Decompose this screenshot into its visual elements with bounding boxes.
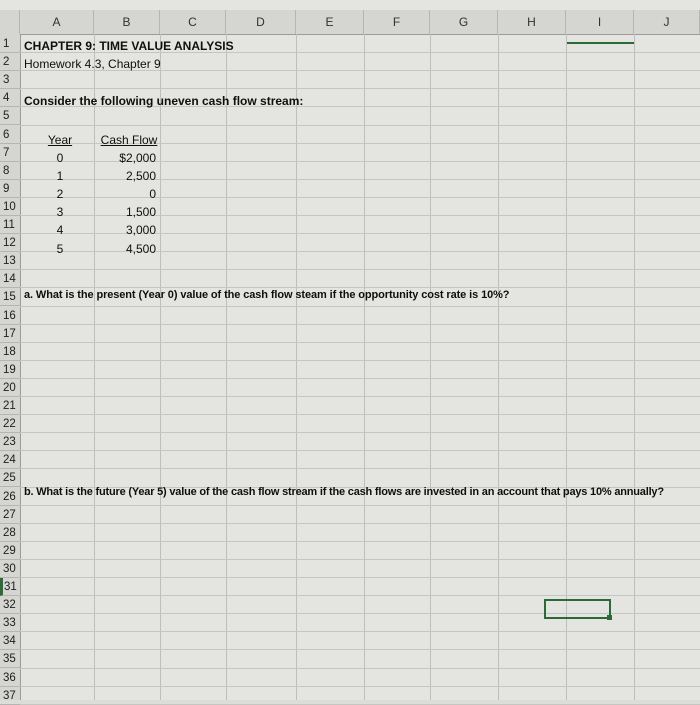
- row-gridline: [20, 125, 700, 126]
- row-gridline: [20, 541, 700, 542]
- row-header-6[interactable]: 6: [0, 126, 20, 144]
- row-header-37[interactable]: 37: [0, 687, 20, 705]
- row-header-33[interactable]: 33: [0, 614, 20, 632]
- row-header-26[interactable]: 26: [0, 488, 20, 506]
- row-gridline: [20, 450, 700, 451]
- column-header-i[interactable]: I: [566, 10, 634, 34]
- active-cell-selection[interactable]: [544, 599, 611, 619]
- column-header-g[interactable]: G: [430, 10, 498, 34]
- column-header-b[interactable]: B: [94, 10, 160, 34]
- row-gridline: [20, 577, 700, 578]
- row-header-3[interactable]: 3: [0, 71, 20, 89]
- cash-flow-amount-cell[interactable]: 0: [149, 187, 156, 202]
- row-header-31[interactable]: 31: [0, 578, 20, 596]
- homework-subtitle[interactable]: Homework 4.3, Chapter 9: [24, 57, 161, 71]
- row-header-16[interactable]: 16: [0, 307, 20, 325]
- row-header-12[interactable]: 12: [0, 234, 20, 252]
- select-all-corner[interactable]: [0, 10, 20, 34]
- column-gridline: [160, 34, 161, 700]
- row-header-20[interactable]: 20: [0, 379, 20, 397]
- row-header-23[interactable]: 23: [0, 433, 20, 451]
- row-header-14[interactable]: 14: [0, 270, 20, 288]
- cash-flow-amount-cell[interactable]: 1,500: [125, 205, 156, 220]
- row-gridline: [20, 342, 700, 343]
- row-header-34[interactable]: 34: [0, 632, 20, 650]
- row-gridline: [20, 505, 700, 506]
- column-header-bar: [0, 10, 700, 35]
- cash-flow-amount-cell[interactable]: 3,000: [125, 223, 156, 238]
- row-gridline: [20, 649, 700, 650]
- year-cell[interactable]: 3: [56, 205, 64, 220]
- row-header-28[interactable]: 28: [0, 524, 20, 542]
- row-header-11[interactable]: 11: [0, 216, 20, 234]
- column-header-h[interactable]: H: [498, 10, 566, 34]
- column-header-e[interactable]: E: [296, 10, 364, 34]
- row-header-21[interactable]: 21: [0, 397, 20, 415]
- column-gridline: [94, 34, 95, 700]
- column-gridline: [430, 34, 431, 700]
- row-gridline: [20, 631, 700, 632]
- column-gridline: [634, 34, 635, 700]
- row-header-2[interactable]: 2: [0, 53, 20, 71]
- row-header-22[interactable]: 22: [0, 415, 20, 433]
- row-header-15[interactable]: 15: [0, 288, 20, 306]
- row-gridline: [20, 378, 700, 379]
- cash-flow-amount-cell[interactable]: 4,500: [125, 241, 156, 256]
- question-b[interactable]: b. What is the future (Year 5) value of the cash flow stream if the cash flows are invested in an account that pays 10% annually?: [24, 486, 664, 498]
- row-header-9[interactable]: 9: [0, 180, 20, 198]
- row-gridline: [20, 668, 700, 669]
- column-header-f[interactable]: F: [364, 10, 430, 34]
- row-header-35[interactable]: 35: [0, 650, 20, 668]
- row-header-24[interactable]: 24: [0, 451, 20, 469]
- row-header-18[interactable]: 18: [0, 343, 20, 361]
- row-header-7[interactable]: 7: [0, 144, 20, 162]
- row-gridline: [20, 396, 700, 397]
- row-header-19[interactable]: 19: [0, 361, 20, 379]
- row-header-32[interactable]: 32: [0, 596, 20, 614]
- cash-flow-prompt[interactable]: Consider the following uneven cash flow stream:: [24, 94, 304, 108]
- column-header-d[interactable]: D: [226, 10, 296, 34]
- row-header-36[interactable]: 36: [0, 669, 20, 687]
- row-gridline: [20, 269, 700, 270]
- year-column-header[interactable]: Year: [47, 133, 73, 147]
- row-gridline: [20, 468, 700, 469]
- row-gridline: [20, 360, 700, 361]
- question-a[interactable]: a. What is the present (Year 0) value of the cash flow steam if the opportunity cost rate is 10%?: [24, 289, 510, 301]
- row-header-8[interactable]: 8: [0, 162, 20, 180]
- row-header-25[interactable]: 25: [0, 469, 20, 487]
- row-gridline: [20, 686, 700, 687]
- active-column-indicator: [566, 42, 634, 44]
- row-gridline: [20, 414, 700, 415]
- column-gridline: [364, 34, 365, 700]
- year-cell[interactable]: 2: [56, 187, 64, 202]
- cash-flow-amount-cell[interactable]: 2,500: [125, 169, 156, 184]
- row-gridline: [20, 559, 700, 560]
- row-gridline: [20, 88, 700, 89]
- row-gridline: [20, 432, 700, 433]
- cash-flow-column-header[interactable]: Cash Flow: [100, 133, 158, 147]
- cash-flow-amount-cell[interactable]: $2,000: [119, 151, 156, 165]
- row-header-10[interactable]: 10: [0, 198, 20, 216]
- row-header-27[interactable]: 27: [0, 506, 20, 524]
- row-header-13[interactable]: 13: [0, 252, 20, 270]
- year-cell[interactable]: 4: [56, 223, 64, 238]
- year-cell[interactable]: 0: [56, 151, 64, 165]
- fill-handle[interactable]: [607, 615, 612, 620]
- year-cell[interactable]: 1: [56, 169, 64, 184]
- column-header-c[interactable]: C: [160, 10, 226, 34]
- row-header-17[interactable]: 17: [0, 325, 20, 343]
- column-header-j[interactable]: J: [634, 10, 700, 34]
- row-header-29[interactable]: 29: [0, 542, 20, 560]
- row-header-30[interactable]: 30: [0, 560, 20, 578]
- column-gridline: [498, 34, 499, 700]
- column-gridline: [226, 34, 227, 700]
- row-gridline: [20, 324, 700, 325]
- row-gridline: [20, 595, 700, 596]
- column-header-a[interactable]: A: [20, 10, 94, 34]
- year-cell[interactable]: 5: [56, 241, 64, 256]
- column-gridline: [296, 34, 297, 700]
- row-gridline: [20, 523, 700, 524]
- row-header-1[interactable]: 1: [0, 35, 20, 53]
- chapter-title[interactable]: CHAPTER 9: TIME VALUE ANALYSIS: [24, 39, 234, 53]
- row-header-4[interactable]: 4: [0, 89, 20, 107]
- row-gridline: [20, 306, 700, 307]
- row-header-5[interactable]: 5: [0, 107, 20, 125]
